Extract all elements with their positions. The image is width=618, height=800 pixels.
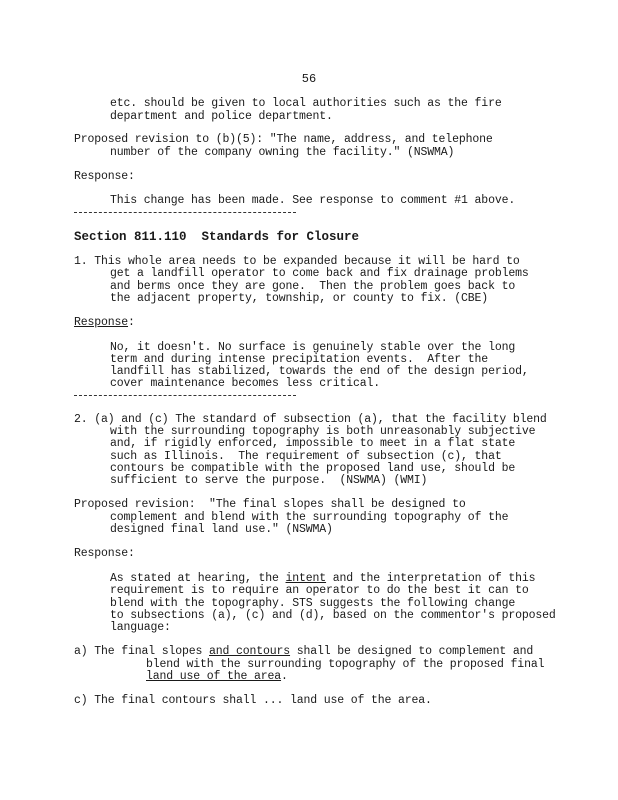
proposed-revision-line: complement and blend with the surrounding topography of the [110,511,509,524]
proposed-language-line [74,645,533,658]
paragraph-line: department and police department. [110,110,333,123]
proposed-revision-line: number of the company owning the facility." (NSWMA) [110,146,455,159]
proposed-language-line: blend with the surrounding topography of the proposed final [146,658,545,671]
proposed-language-text: shall be designed to complement and [290,645,534,658]
added-language: and contours [209,645,291,658]
proposed-language-text: a) The final slopes [74,645,210,658]
added-language: land use of the area [146,670,282,683]
comment-line: sufficient to serve the purpose. (NSWMA) (WMI) [110,474,428,487]
dashed-separator [74,212,296,213]
response-line: landfill has stabilized, towards the end of the design period, [110,365,529,378]
proposed-revision-line: Proposed revision: "The final slopes shall be designed to [74,498,466,511]
proposed-revision-line: Proposed revision to (b)(5): "The name, address, and telephone [74,133,493,146]
comment-line: 1. This whole area needs to be expanded because it will be hard to [74,255,520,268]
response-line-text: requirement is to require an operator to do the best it can to [110,584,529,597]
proposed-language-text: . [281,670,288,683]
paragraph-line: etc. should be given to local authorities such as the fire [110,97,502,110]
response-line-text: and the interpretation of this [326,572,536,585]
comment-line: get a landfill operator to come back and fix drainage problems [110,267,529,280]
response-line: to subsections (a), (c) and (d), based on the commentor's proposed [110,609,556,622]
comment-line: and berms once they are gone. Then the problem goes back to [110,280,516,293]
response-line: blend with the topography. STS suggests the following change [110,597,516,610]
proposed-language-line: c) The final contours shall ... land use of the area. [74,694,432,707]
response-line [110,584,529,597]
response-label [74,316,135,329]
response-line-text: As stated at hearing, the [110,572,286,585]
response-text: This change has been made. See response to comment #1 above. [110,194,516,207]
proposed-revision-line: designed final land use." (NSWMA) [110,523,333,536]
comment-line: with the surrounding topography is both unreasonably subjective [110,425,536,438]
section-heading: Section 811.110 Standards for Closure [74,230,360,244]
response-label-text: Response [74,316,129,329]
response-line: No, it doesn't. No surface is genuinely stable over the long [110,341,516,354]
dashed-separator [74,395,296,396]
response-line: language: [110,621,171,634]
comment-line: 2. (a) and (c) The standard of subsection (a), that the facility blend [74,413,547,426]
emphasized-word: intent [285,572,327,585]
comment-line: the adjacent property, township, or county to fix. (CBE) [110,292,489,305]
comment-line: and, if rigidly enforced, impossible to meet in a flat state [110,437,516,450]
comment-line: such as Illinois. The requirement of subsection (c), that [110,450,502,463]
response-label-colon: : [128,316,135,329]
response-line: term and during intense precipitation events. After the [110,353,489,366]
response-line: cover maintenance becomes less critical. [110,377,381,390]
page-number: 56 [301,72,317,86]
response-label: Response: [74,170,135,183]
proposed-language-line [146,670,288,683]
response-label: Response: [74,547,135,560]
comment-line: contours be compatible with the proposed land use, should be [110,462,516,475]
